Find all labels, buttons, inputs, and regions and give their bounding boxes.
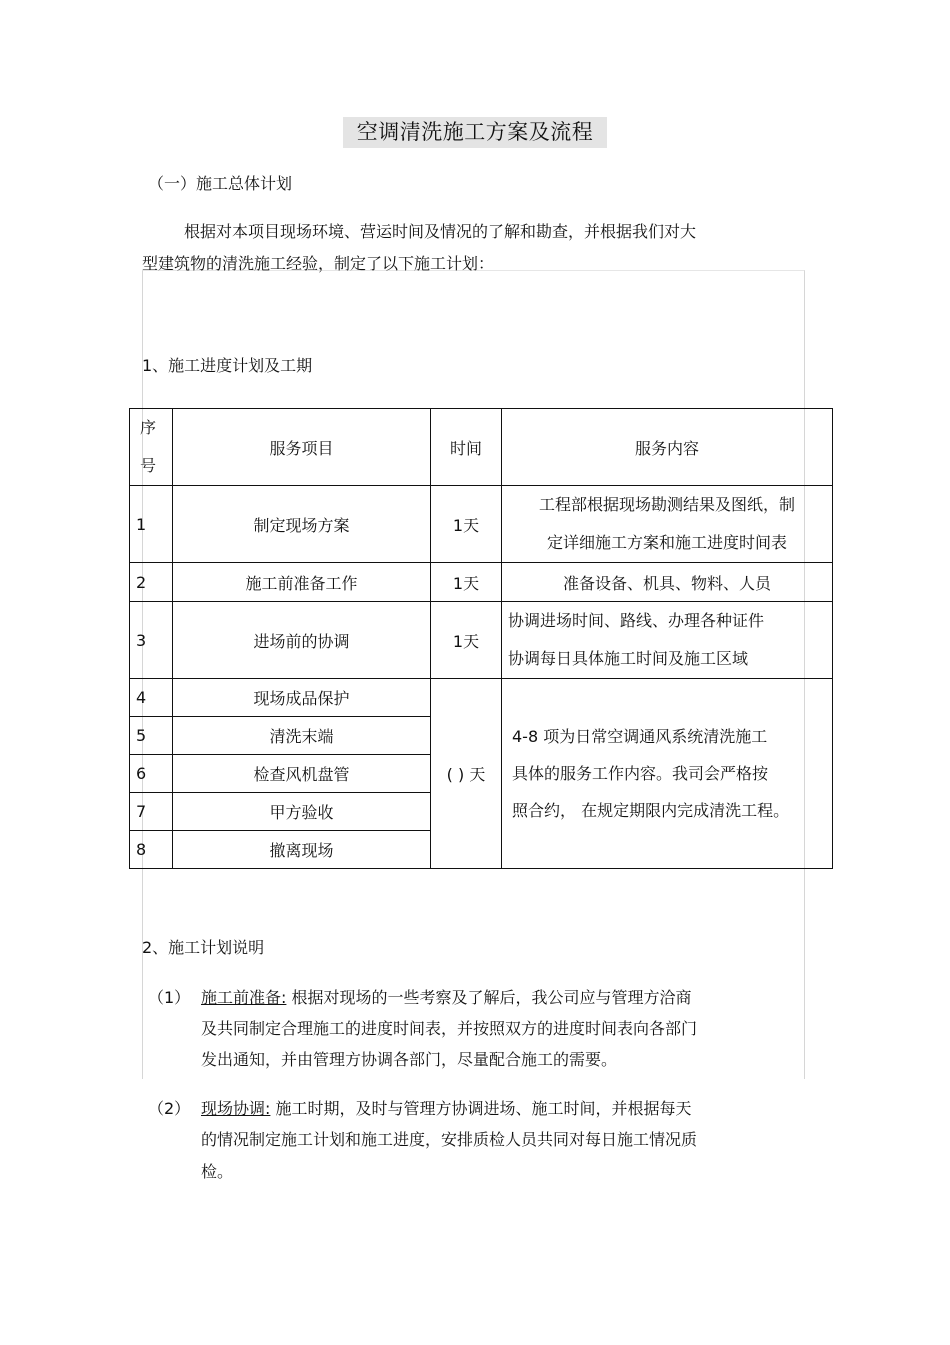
- intro-line-1: 根据对本项目现场环境、营运时间及情况的了解和勘查，并根据我们对大: [184, 222, 697, 241]
- note-line-3: 检。: [201, 1162, 234, 1181]
- row-time: 1天: [431, 563, 502, 602]
- note-line-1: [201, 988, 692, 1008]
- table-row: [130, 679, 833, 717]
- row-no: 6: [130, 755, 173, 793]
- header-content: 服务内容: [502, 409, 833, 486]
- row-item: 甲方验收: [173, 793, 431, 831]
- note-line-3: 发出通知，并由管理方协调各部门，尽量配合施工的需要。: [201, 1050, 618, 1069]
- schedule-table: [129, 408, 833, 869]
- header-time: 时间: [431, 409, 502, 486]
- merged-content-line-2: 具体的服务工作内容。我司会严格按: [512, 764, 769, 783]
- note-line-2: 的情况制定施工计划和施工进度，安排质检人员共同对每日施工情况质: [201, 1130, 698, 1149]
- table-row: [130, 602, 833, 679]
- row-no: 1: [130, 486, 173, 563]
- section-heading: （一）施工总体计划: [148, 174, 293, 193]
- row-no: 7: [130, 793, 173, 831]
- header-seq: [130, 409, 173, 486]
- merged-content: [502, 679, 833, 869]
- row-item: 现场成品保护: [173, 679, 431, 717]
- row-content-line-1: 工程部根据现场勘测结果及图纸，制: [538, 495, 795, 514]
- note-term: 现场协调:: [201, 1099, 271, 1118]
- row-item: 检查风机盘管: [173, 755, 431, 793]
- note-number: （2）: [148, 1099, 191, 1118]
- notes-heading: 2、施工计划说明: [142, 938, 265, 957]
- table-row: [130, 486, 833, 563]
- header-seq-line-1: 序: [140, 418, 157, 437]
- row-content: 准备设备、机具、物料、人员: [502, 563, 833, 602]
- row-item: 撤离现场: [173, 831, 431, 869]
- row-content-line-2: 定详细施工方案和施工进度时间表: [546, 533, 787, 552]
- table-header-row: [130, 409, 833, 486]
- row-item: 施工前准备工作: [173, 563, 431, 602]
- row-time: 1天: [431, 602, 502, 679]
- header-seq-line-2: 号: [140, 456, 157, 475]
- row-time: 1天: [431, 486, 502, 563]
- note-line-2: 及共同制定合理施工的进度时间表，并按照双方的进度时间表向各部门: [201, 1019, 698, 1038]
- merged-content-line-3: 照合约， 在规定期限内完成清洗工程。: [512, 801, 790, 820]
- row-content: [502, 486, 833, 563]
- row-content-line-2: 协调每日具体施工时间及施工区域: [508, 649, 749, 668]
- note-text: 根据对现场的一些考察及了解后，我公司应与管理方洽商: [286, 988, 692, 1007]
- row-no: 2: [130, 563, 173, 602]
- row-item: 清洗末端: [173, 717, 431, 755]
- row-no: 8: [130, 831, 173, 869]
- schedule-heading: 1、施工进度计划及工期: [142, 356, 313, 375]
- row-no: 3: [130, 602, 173, 679]
- intro-line-2: 型建筑物的清洗施工经验，制定了以下施工计划：: [142, 254, 495, 273]
- row-content-line-1: 协调进场时间、路线、办理各种证件: [508, 611, 765, 630]
- merged-time: ( ) 天: [431, 679, 502, 869]
- row-no: 4: [130, 679, 173, 717]
- table-row: [130, 563, 833, 602]
- merged-content-line-1: 4-8 项为日常空调通风系统清洗施工: [512, 727, 768, 746]
- row-content: [502, 602, 833, 679]
- row-no: 5: [130, 717, 173, 755]
- row-item: 进场前的协调: [173, 602, 431, 679]
- row-item: 制定现场方案: [173, 486, 431, 563]
- note-text: 施工时期，及时与管理方协调进场、施工时间，并根据每天: [270, 1099, 692, 1118]
- note-number: （1）: [148, 988, 191, 1007]
- document-title: 空调清洗施工方案及流程: [343, 117, 607, 148]
- header-item: 服务项目: [173, 409, 431, 486]
- note-term: 施工前准备:: [201, 988, 287, 1007]
- note-line-1: [201, 1099, 692, 1119]
